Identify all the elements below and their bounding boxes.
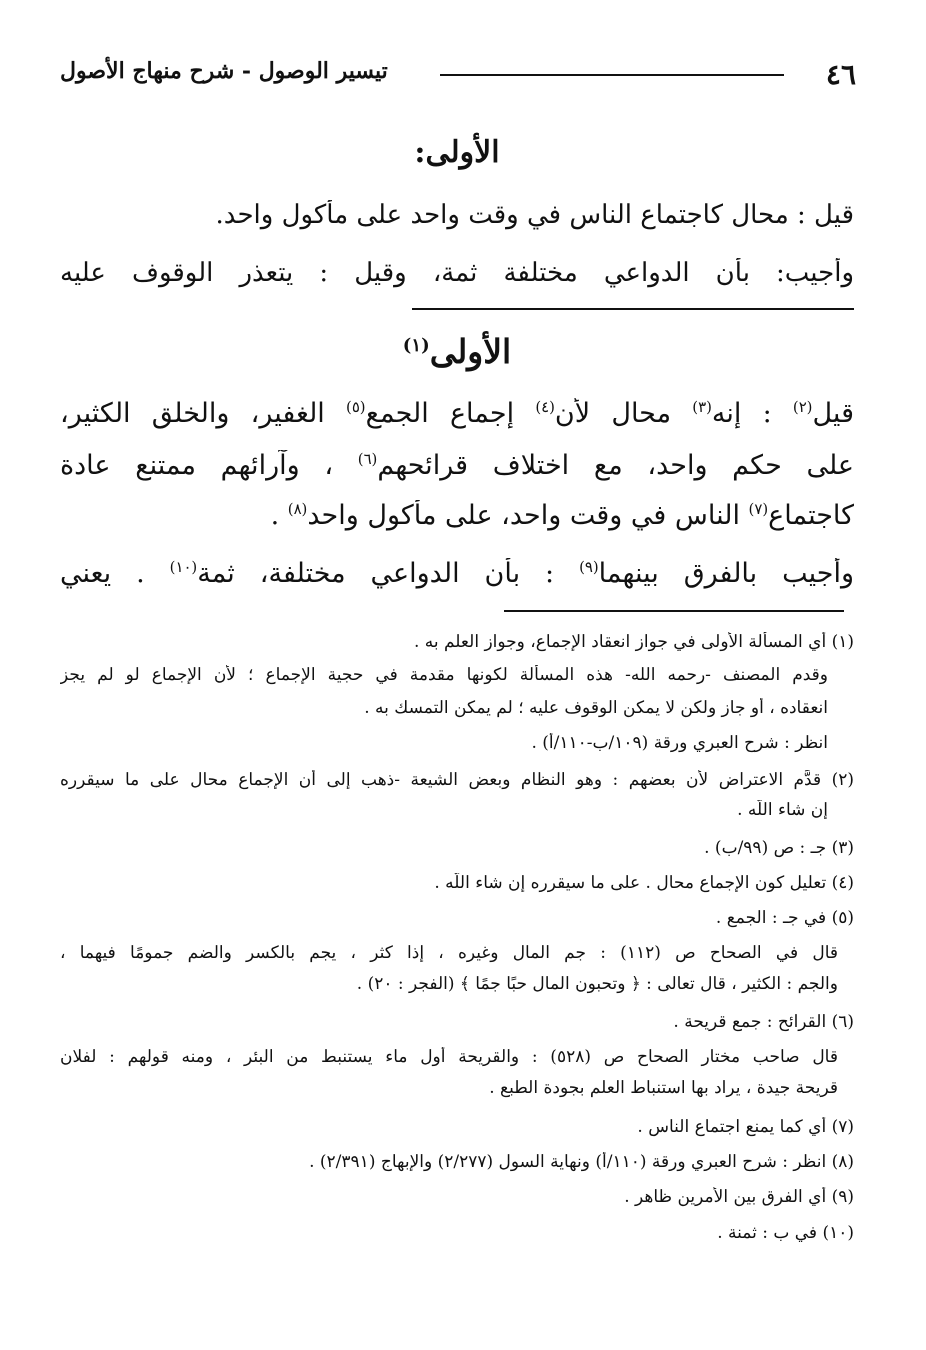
sharh-heading (60, 332, 854, 371)
matn-line-2: وأجيب: بأن الدواعي مختلفة ثمة، وقيل : يتعذر الوقوف عليه (60, 258, 854, 288)
footnote-marker: (٣) (692, 398, 712, 416)
footnote-5: (٥) في جـ : الجمع . (715, 908, 854, 928)
footnote-1-cont: وقدم المصنف -رحمه الله- هذه المسألة لكونها مقدمة في حجية الإجماع ؛ لأن الإجماع لو لم يجز (60, 665, 828, 685)
footnote-1-cont: انظر : شرح العبري ورقة (١٠٩/ب-١١٠/أ) . (531, 733, 828, 753)
footnote-5-cont: قال في الصحاح ص (١١٢) : جم المال وغيره ، إذا كثر ، يجم بالكسر والضم جمومًا فيهما ، (60, 943, 838, 963)
matn-heading: الأولى: (414, 135, 500, 170)
footnote-9: (٩) أي الفرق بين الأمرين ظاهر . (624, 1187, 854, 1207)
footnote-6: (٦) القرائح : جمع قريحة . (673, 1012, 854, 1032)
footnote-6-cont: قال صاحب مختار الصحاح ص (٥٢٨) : والقريحة أول ماء يستنبط من البئر ، ومنه قولهم : لفلان (60, 1047, 838, 1067)
sharh-line-1 (60, 398, 854, 429)
sharh-text: الناس في وقت واحد، على مأكول واحد (307, 500, 749, 531)
footnote-2: (٢) قدَّم الاعتراض لأن بعضهم : وهو النظام وبعض الشيعة -ذهب إلى أن الإجماع محال على ما سيقرره (60, 770, 854, 790)
page-header (60, 52, 856, 102)
footnote-marker: (٩) (579, 558, 599, 576)
sharh-line-4 (60, 558, 854, 589)
sharh-text: . يعني (60, 558, 170, 589)
sharh-text: على حكم واحد، مع اختلاف قرائحهم (377, 450, 854, 481)
footnote-1-cont: انعقاده ، أو جاز ولكن لا يمكن الوقوف عليه ؛ لم يمكن التمسك به . (364, 698, 828, 718)
sharh-text: : إنه (711, 398, 793, 429)
footnote-marker: (١٠) (169, 558, 198, 576)
footnote-marker: (٨) (287, 500, 308, 518)
footnote-2-cont: إن شاء اللّه . (737, 800, 828, 820)
sharh-heading-note: (١) (402, 335, 430, 356)
footnote-marker: (٥) (346, 398, 366, 416)
footnote-marker: (٧) (748, 500, 769, 518)
page-number: ٤٦ (825, 58, 856, 91)
header-rule (440, 74, 784, 76)
footnote-1: (١) أي المسألة الأولى في جواز انعقاد الإجماع، وجواز العلم به . (413, 632, 854, 652)
footnote-separator (504, 610, 844, 612)
matn-line-1: قيل : محال كاجتماع الناس في وقت واحد على مأكول واحد. (215, 200, 854, 230)
footnote-6-cont: قريحة جيدة ، يراد بها استنباط العلم بجودة الطبع . (489, 1078, 838, 1098)
footnote-marker: (٦) (357, 450, 378, 468)
footnote-marker: (٢) (792, 398, 813, 416)
sharh-text: ، وآرائهم ممتنع عادة (60, 450, 358, 481)
footnote-3: (٣) جـ : ص (٩٩/ب) . (704, 838, 854, 858)
sharh-text: محال لأن (554, 398, 693, 429)
sharh-text: قيل (812, 398, 854, 429)
sharh-text: وأجيب بالفرق بينهما (598, 558, 854, 589)
footnote-10: (١٠) في ب : ثمنة . (717, 1223, 854, 1243)
footnote-8: (٨) انظر : شرح العبري ورقة (١١٠/أ) ونهاية السول (٢/٢٧٧) والإبهاج (٢/٣٩١) . (309, 1152, 854, 1172)
sharh-text: إجماع الجمع (365, 398, 536, 429)
footnote-7: (٧) أي كما يمنع اجتماع الناس . (637, 1117, 854, 1137)
matn-underline (412, 308, 854, 310)
sharh-heading-text: الأولى (429, 332, 512, 371)
sharh-line-2 (60, 450, 854, 481)
sharh-text: كاجتماع (768, 500, 854, 531)
sharh-line-3 (60, 500, 854, 531)
sharh-text: : بأن الدواعي مختلفة، ثمة (197, 558, 580, 589)
sharh-text: الغفير، والخلق الكثير، (60, 398, 347, 429)
sharh-text: . (270, 500, 288, 531)
footnote-marker: (٤) (535, 398, 555, 416)
footnote-4: (٤) تعليل كون الإجماع محال . على ما سيقرره إن شاء اللّه . (434, 873, 854, 893)
running-title: تيسير الوصول - شرح منهاج الأصول (60, 58, 388, 84)
footnote-5-cont: والجم : الكثير ، قال تعالى : ﴿ وتحبون المال حبًا جمًا ﴾ (الفجر : ٢٠) . (356, 974, 838, 994)
